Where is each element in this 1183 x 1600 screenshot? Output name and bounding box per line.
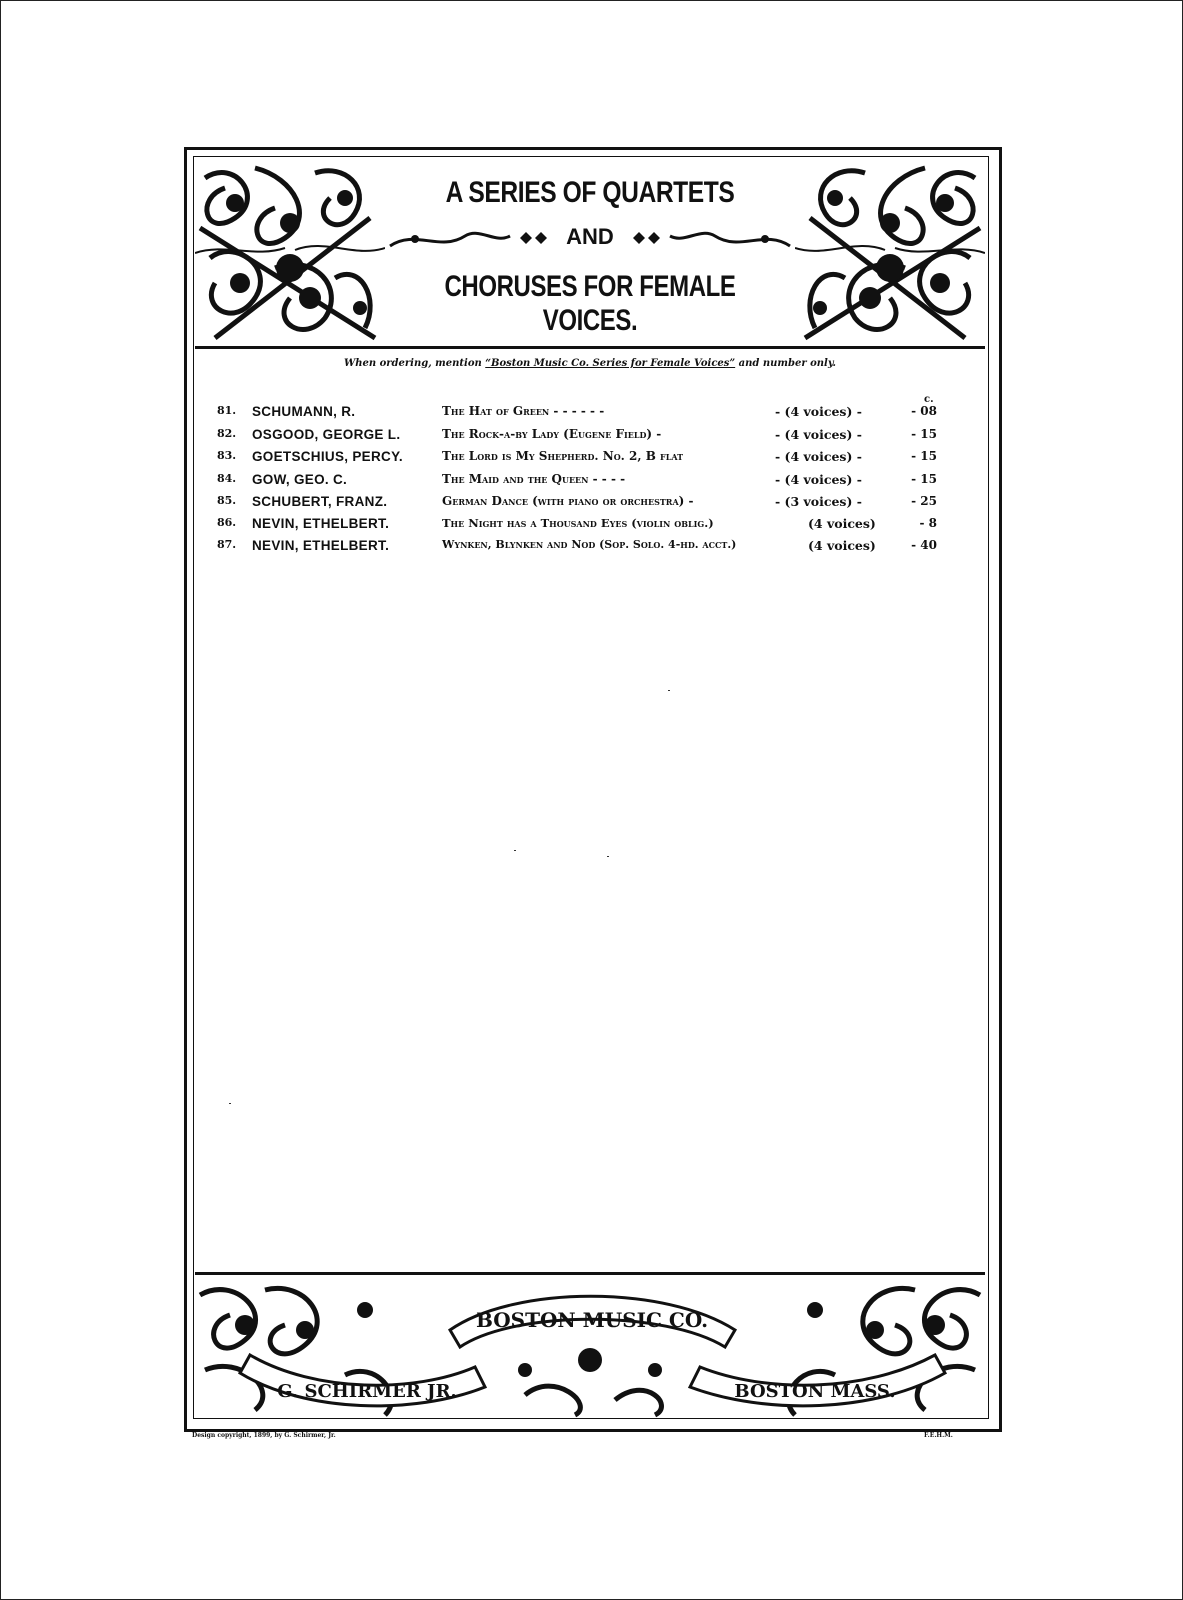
item-price: - 15 xyxy=(911,472,937,486)
ordering-note-series: “Boston Music Co. Series for Female Voices” xyxy=(485,358,736,369)
footer-panel xyxy=(195,1272,985,1418)
list-item xyxy=(0,449,1183,471)
item-voices: - (4 voices) - xyxy=(775,472,862,487)
item-title: The Rock-a-by Lady (Eugene Field) - xyxy=(442,427,662,441)
print-speck xyxy=(514,850,516,851)
item-voices: - (4 voices) - xyxy=(775,404,862,419)
item-composer: OSGOOD, GEORGE L. xyxy=(252,427,401,442)
series-title-line3: CHORUSES FOR FEMALE VOICES. xyxy=(444,270,736,337)
item-composer: NEVIN, ETHELBERT. xyxy=(252,516,390,531)
footer-ornament-icon xyxy=(195,1275,985,1418)
copyright-note: Design copyright, 1899, by G. Schirmer, Jr. xyxy=(192,1432,336,1439)
item-voices: - (3 voices) - xyxy=(775,494,862,509)
item-voices: (4 voices) xyxy=(808,538,876,553)
ornament-left-icon xyxy=(195,158,385,346)
ornament-right-icon xyxy=(795,158,985,346)
item-price: - 25 xyxy=(911,494,937,508)
item-title: The Hat of Green - - - - - - xyxy=(442,404,605,418)
item-voices: - (4 voices) - xyxy=(775,427,862,442)
series-title-line2: AND xyxy=(566,224,614,249)
item-composer: GOW, GEO. C. xyxy=(252,472,348,487)
item-price: - 15 xyxy=(911,449,937,463)
item-number: 86. xyxy=(217,516,237,529)
item-title: The Maid and the Queen - - - - xyxy=(442,472,626,486)
list-item xyxy=(0,472,1183,494)
list-item xyxy=(0,494,1183,516)
item-price: - 8 xyxy=(919,516,937,530)
list-item xyxy=(0,516,1183,538)
item-composer: GOETSCHIUS, PERCY. xyxy=(252,449,403,464)
item-composer: SCHUMANN, R. xyxy=(252,404,356,419)
engraver-mark: F.E.H.M. xyxy=(924,1432,953,1439)
footer-publisher: BOSTON MUSIC CO. xyxy=(475,1308,709,1332)
item-number: 84. xyxy=(217,472,237,485)
ordering-note-prefix: When ordering, mention xyxy=(343,358,482,369)
ordering-note xyxy=(195,358,985,369)
item-title: German Dance (with piano or orchestra) - xyxy=(442,494,694,508)
item-price: - 40 xyxy=(911,538,937,552)
print-speck xyxy=(607,856,609,857)
item-voices: (4 voices) xyxy=(808,516,876,531)
item-price: - 08 xyxy=(911,404,937,418)
item-composer: NEVIN, ETHELBERT. xyxy=(252,538,390,553)
list-item xyxy=(0,427,1183,449)
ordering-note-suffix: and number only. xyxy=(738,358,836,369)
item-number: 87. xyxy=(217,538,237,551)
price-column-header: c. xyxy=(924,394,934,405)
item-number: 83. xyxy=(217,449,237,462)
list-item xyxy=(0,404,1183,426)
item-number: 82. xyxy=(217,427,237,440)
item-title: Wynken, Blynken and Nod (Sop. Solo. 4-hd. acct.) xyxy=(442,538,737,551)
footer-location: BOSTON MASS. xyxy=(734,1381,896,1402)
header-panel xyxy=(195,158,985,349)
list-item xyxy=(0,538,1183,560)
footer-agent: G. SCHIRMER JR. xyxy=(277,1381,457,1402)
item-voices: - (4 voices) - xyxy=(775,449,862,464)
item-number: 85. xyxy=(217,494,237,507)
series-title-line1: A SERIES OF QUARTETS xyxy=(445,176,735,209)
item-title: The Night has a Thousand Eyes (violin oblig.) xyxy=(442,516,714,530)
item-composer: SCHUBERT, FRANZ. xyxy=(252,494,388,509)
item-number: 81. xyxy=(217,404,237,417)
item-price: - 15 xyxy=(911,427,937,441)
item-title: The Lord is My Shepherd. No. 2, B flat xyxy=(442,449,684,463)
print-speck xyxy=(229,1103,231,1104)
print-speck xyxy=(668,690,670,691)
